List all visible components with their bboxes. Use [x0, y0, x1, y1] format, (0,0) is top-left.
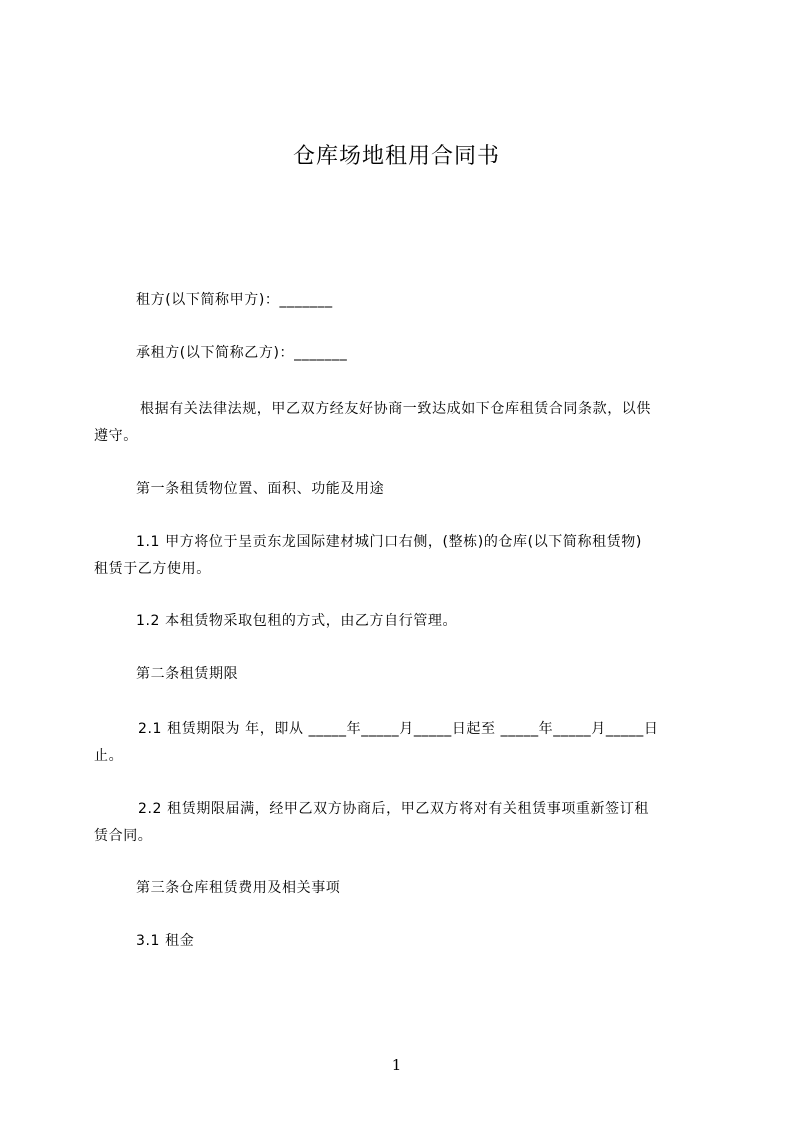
clause-2-1-line-2: 止。 — [94, 748, 124, 764]
clause-3-1: 3.1 租金 — [136, 933, 195, 949]
clause-2-2-line-1: 2.2 租赁期限届满，经甲乙双方协商后，甲乙双方将对有关租赁事项重新签订租 — [138, 801, 649, 817]
intro-paragraph-line-2: 遵守。 — [94, 428, 138, 444]
intro-paragraph-line-1: 根据有关法律法规，甲乙双方经友好协商一致达成如下仓库租赁合同条款，以供 — [140, 401, 651, 417]
clause-2-1-line-1: 2.1 租赁期限为 年，即从 _____年_____月_____日起至 _____年_____月_____日 — [138, 721, 659, 737]
article-3-heading: 第三条仓库租赁费用及相关事项 — [136, 880, 341, 896]
clause-1-2: 1.2 本租赁物采取包租的方式，由乙方自行管理。 — [136, 613, 458, 629]
page-number: 1 — [391, 1056, 402, 1074]
clause-2-2-line-2: 赁合同。 — [94, 828, 153, 844]
lessee-line: 承租方(以下简称乙方)：_______ — [136, 345, 348, 361]
article-1-heading: 第一条租赁物位置、面积、功能及用途 — [136, 481, 385, 497]
clause-1-1-line-2: 租赁于乙方使用。 — [94, 561, 211, 577]
article-2-heading: 第二条租赁期限 — [136, 666, 239, 682]
contract-title: 仓库场地租用合同书 — [292, 144, 500, 169]
clause-1-1-line-1: 1.1 甲方将位于呈贡东龙国际建材城门口右侧，(整栋)的仓库(以下简称租赁物) — [136, 534, 642, 550]
lessor-line: 租方(以下简称甲方)：_______ — [136, 292, 333, 308]
